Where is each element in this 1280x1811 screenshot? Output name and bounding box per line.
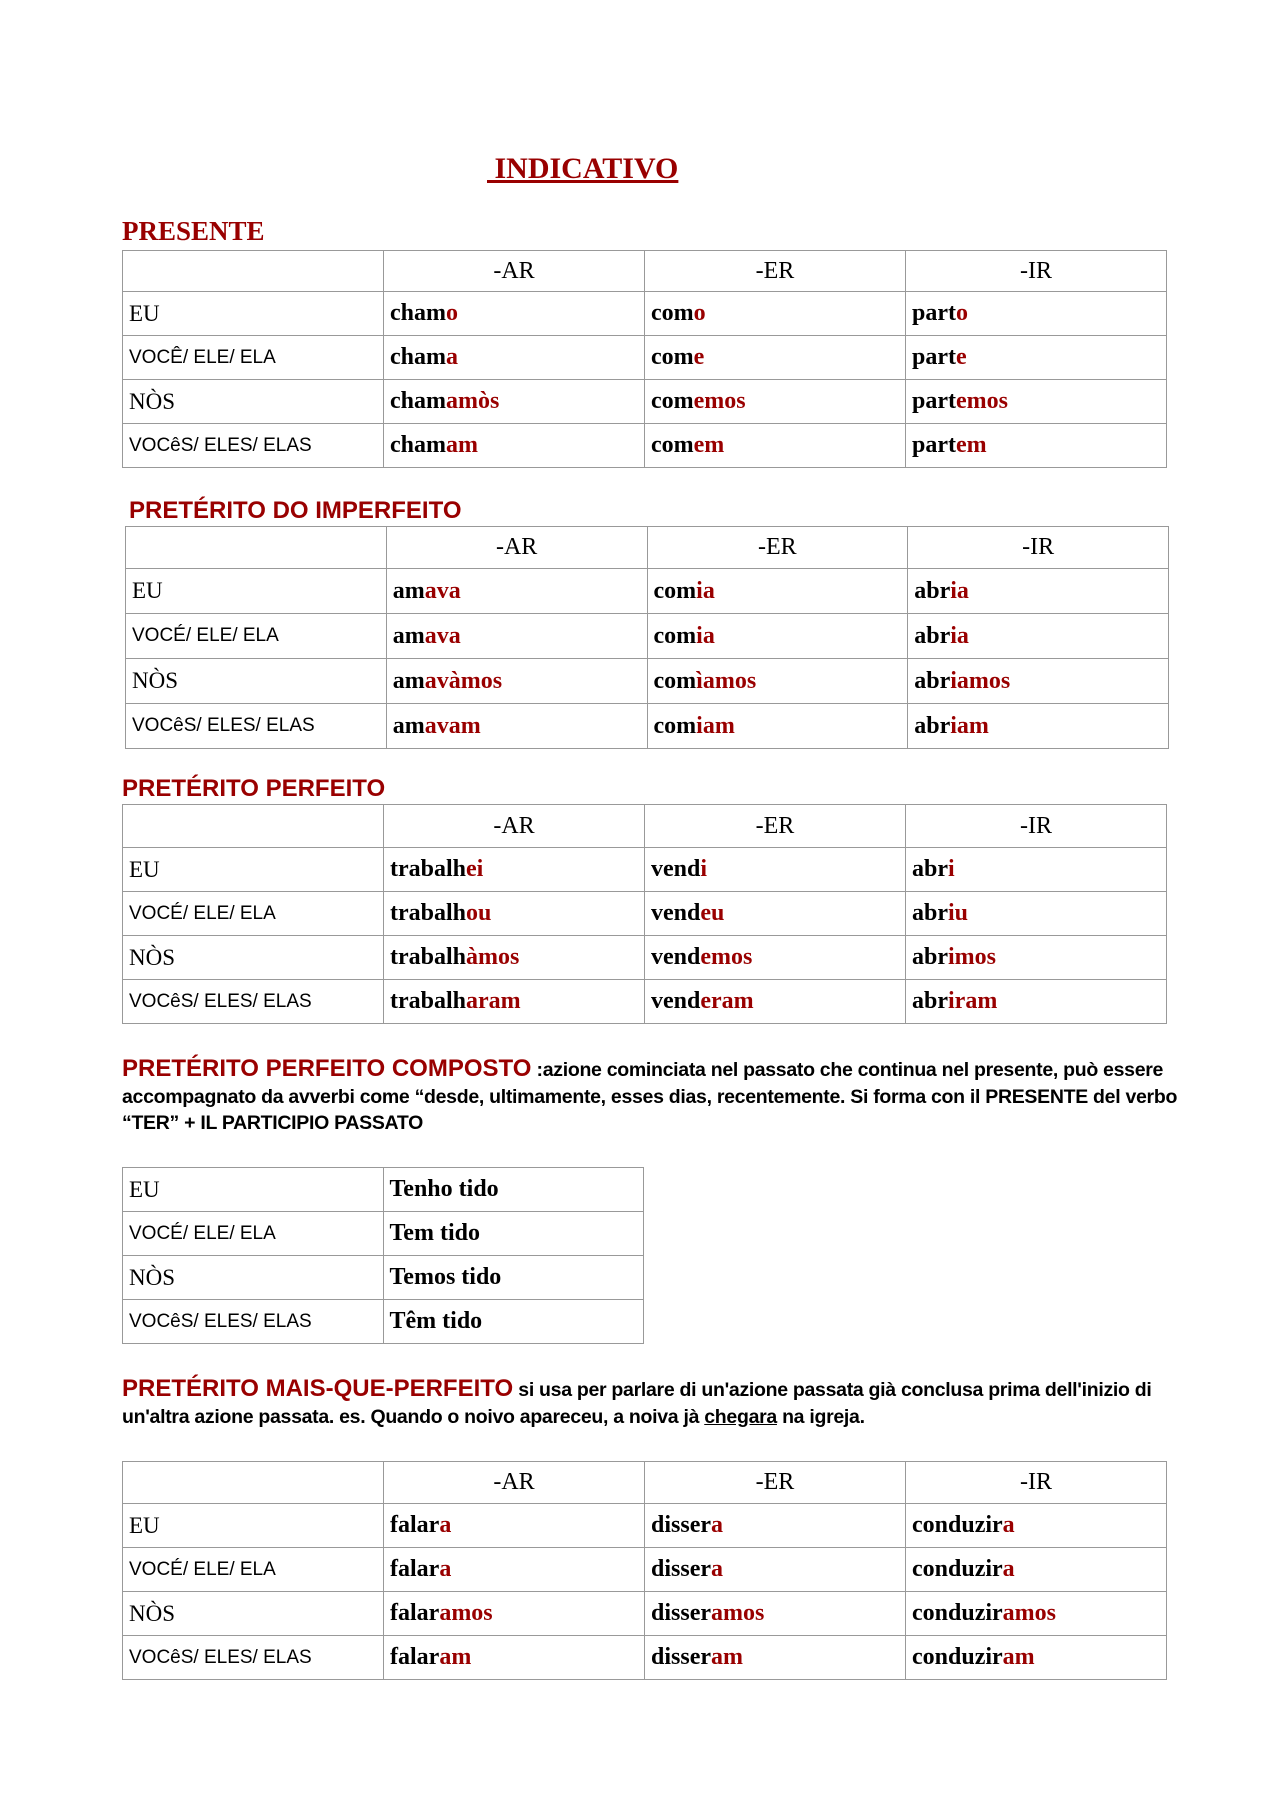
verb-stem: Tenho tido [389,1176,499,1202]
column-header: -IR [906,805,1167,848]
column-header: -AR [384,251,645,292]
pronoun-cell: VOCêS/ ELES/ ELAS [123,980,384,1024]
verb-cell [906,1504,1167,1548]
section-heading-imperfeito: PRETÉRITO DO IMPERFEITO [129,497,462,524]
verb-stem: am [392,667,425,694]
verb-stem: disser [651,1512,711,1538]
pronoun-cell: EU [126,569,387,614]
verb-stem: Tem tido [389,1220,480,1246]
verb-ending: eu [700,900,725,926]
verb-cell [384,936,645,980]
table-row [126,614,1169,659]
verb-cell [386,704,647,749]
table-row [123,1504,1167,1548]
maisque-description: si usa per parlare di un'azione passata già conclusa prima dell'inizio di un'altra azione passata. es. Quando o noivo apareceu, a noiva jà [122,1379,1152,1428]
verb-stem: conduzir [912,1556,1003,1582]
composto-paragraph [122,1056,1202,1137]
verb-cell [906,1592,1167,1636]
pronoun-cell: EU [123,292,384,336]
verb-ending: amòs [446,388,500,414]
verb-cell [908,659,1169,704]
verb-stem: Temos tido [389,1264,502,1290]
column-header [123,1462,384,1504]
underlined-example-verb: chegara [704,1405,777,1428]
verb-cell [384,424,645,468]
table-row [123,980,1167,1024]
verb-cell [906,892,1167,936]
verb-stem: part [912,344,956,370]
verb-ending: ia [950,622,969,649]
column-header: -ER [645,251,906,292]
verb-stem: disser [651,1556,711,1582]
verb-ending: o [956,300,968,326]
verb-ending: o [693,300,706,326]
table-row [123,1636,1167,1680]
verb-cell [386,614,647,659]
verb-stem: am [392,622,425,649]
verb-stem: falar [390,1512,440,1538]
verb-ending: avàmos [424,667,503,694]
table-row [123,1300,644,1344]
verb-cell [908,704,1169,749]
verb-stem: com [651,388,694,414]
verb-stem: com [651,432,694,458]
maisque-description-end: na igreja. [776,1405,865,1428]
verb-cell [645,892,906,936]
verb-ending: am [439,1644,472,1670]
table-row [123,1256,644,1300]
verb-cell [645,1636,906,1680]
pronoun-cell: EU [123,1504,384,1548]
imperfeito-table [125,526,1169,749]
verb-stem: part [912,388,956,414]
verb-cell [647,659,908,704]
table-row [126,569,1169,614]
maisque-paragraph [122,1376,1202,1430]
verb-cell [906,380,1167,424]
table-row [123,1212,644,1256]
pronoun-cell: VOCÉ/ ELE/ ELA [126,614,387,659]
page-title: INDICATIVO [487,152,679,185]
pronoun-cell: VOCÉ/ ELE/ ELA [123,892,384,936]
verb-stem: part [912,300,956,326]
column-header: -IR [908,527,1169,569]
verb-ending: iam [696,712,735,739]
verb-ending: amos [1002,1600,1057,1626]
verb-cell [384,1548,645,1592]
verb-stem: cham [390,432,446,458]
verb-ending: aram [466,988,521,1014]
verb-ending: emos [693,388,746,414]
section-heading-maisque: PRETÉRITO MAIS-QUE-PERFEITO [122,1375,514,1402]
verb-cell [383,1256,644,1300]
pronoun-cell: VOCÉ/ ELE/ ELA [123,1212,384,1256]
verb-stem: Têm tido [389,1308,483,1334]
verb-ending: i [700,856,708,882]
verb-stem: com [653,667,697,694]
verb-ending: a [439,1556,452,1582]
verb-stem: abr [914,667,951,694]
table-row [123,1168,644,1212]
verb-cell [906,980,1167,1024]
verb-cell [384,336,645,380]
verb-cell [386,659,647,704]
verb-ending: emos [700,944,753,970]
verb-cell [908,614,1169,659]
verb-stem: conduzir [912,1512,1003,1538]
verb-cell [645,848,906,892]
verb-stem: vend [651,900,701,926]
verb-cell [906,292,1167,336]
verb-cell [647,569,908,614]
verb-ending: a [711,1512,723,1538]
pronoun-cell: NÒS [123,380,384,424]
verb-cell [384,1636,645,1680]
verb-stem: trabalh [390,900,467,926]
section-heading-perfeito: PRETÉRITO PERFEITO [122,775,386,802]
verb-ending: àmos [466,944,520,970]
column-header: -AR [384,805,645,848]
verb-stem: vend [651,988,701,1014]
verb-cell [645,1592,906,1636]
table-row [123,1548,1167,1592]
verb-cell [645,1504,906,1548]
column-header: -IR [906,1462,1167,1504]
column-header: -IR [906,251,1167,292]
verb-ending: ìamos [696,667,757,694]
pronoun-cell: VOCêS/ ELES/ ELAS [126,704,387,749]
verb-ending: em [693,432,725,458]
verb-stem: abr [914,577,951,604]
verb-stem: abr [912,900,948,926]
verb-cell [645,292,906,336]
column-header: -ER [645,1462,906,1504]
verb-cell [384,980,645,1024]
pronoun-cell: VOCêS/ ELES/ ELAS [123,1636,384,1680]
verb-cell [384,1504,645,1548]
verb-ending: iamos [950,667,1011,694]
table-row [123,892,1167,936]
verb-stem: cham [390,300,446,326]
verb-ending: a [1002,1512,1015,1538]
verb-cell [645,336,906,380]
verb-ending: am [1002,1644,1035,1670]
verb-ending: ou [466,900,492,926]
verb-stem: am [392,577,425,604]
verb-cell [906,424,1167,468]
verb-ending: emos [956,388,1008,414]
verb-cell [383,1212,644,1256]
verb-ending: imos [948,944,996,970]
verb-ending: iam [950,712,989,739]
verb-ending: ia [950,577,969,604]
verb-ending: a [439,1512,452,1538]
header-row [123,251,1167,292]
verb-stem: cham [390,344,446,370]
verb-stem: disser [651,1600,711,1626]
verb-cell [906,336,1167,380]
header-row [126,527,1169,569]
table-row [123,336,1167,380]
verb-cell [384,892,645,936]
verb-cell [906,936,1167,980]
verb-ending: ia [696,622,715,649]
verb-cell [645,936,906,980]
table-row [123,1592,1167,1636]
verb-stem: abr [914,622,951,649]
verb-stem: com [651,300,694,326]
column-header [123,805,384,848]
column-header: -AR [384,1462,645,1504]
verb-stem: abr [912,856,948,882]
verb-stem: com [653,622,697,649]
column-header: -AR [386,527,647,569]
pronoun-cell: EU [123,848,384,892]
verb-ending: ava [424,577,461,604]
verb-ending: o [446,300,458,326]
table-row [123,292,1167,336]
presente-table [122,250,1167,468]
pronoun-cell: NÒS [123,936,384,980]
verb-ending: ei [466,856,484,882]
verb-stem: trabalh [390,988,467,1014]
table-row [123,848,1167,892]
verb-stem: com [653,712,697,739]
verb-ending: e [956,344,967,370]
composto-table [122,1167,644,1344]
verb-cell [906,1636,1167,1680]
verb-stem: com [653,577,697,604]
verb-cell [645,1548,906,1592]
verb-stem: abr [912,988,948,1014]
verb-cell [647,704,908,749]
verb-ending: a [1002,1556,1015,1582]
verb-stem: vend [651,856,701,882]
verb-ending: am [446,432,478,458]
verb-ending: amos [711,1600,765,1626]
verb-ending: iu [948,900,969,926]
verb-stem: falar [390,1600,440,1626]
verb-ending: em [956,432,987,458]
verb-stem: conduzir [912,1644,1003,1670]
verb-cell [906,848,1167,892]
table-row [123,424,1167,468]
header-row [123,1462,1167,1504]
verb-cell [906,1548,1167,1592]
pronoun-cell: EU [123,1168,384,1212]
maisque-table [122,1461,1167,1680]
verb-cell [384,292,645,336]
table-row [126,659,1169,704]
perfeito-table [122,804,1167,1024]
pronoun-cell: VOCÉ/ ELE/ ELA [123,1548,384,1592]
verb-ending: a [446,344,458,370]
table-row [123,936,1167,980]
verb-cell [383,1300,644,1344]
verb-ending: e [693,344,705,370]
verb-ending: a [711,1556,723,1582]
pronoun-cell: VOCêS/ ELES/ ELAS [123,424,384,468]
column-header [123,251,384,292]
verb-ending: eram [700,988,754,1014]
verb-stem: abr [914,712,951,739]
verb-cell [384,380,645,424]
table-row [126,704,1169,749]
verb-stem: cham [390,388,446,414]
pronoun-cell: VOCêS/ ELES/ ELAS [123,1300,384,1344]
verb-ending: ia [696,577,715,604]
verb-cell [384,1592,645,1636]
header-row [123,805,1167,848]
section-heading-presente: PRESENTE [122,216,265,246]
composto-description: :azione cominciata nel passato che continua nel presente, può essere accompagnato da avverbi come “desde, ultimamente, esses dias, recentemente. Si forma con il PRESENTE del verbo “TER” + IL PARTICIPIO PASSATO [122,1059,1178,1134]
verb-ending: iram [948,988,998,1014]
pronoun-cell: NÒS [123,1256,384,1300]
verb-cell [908,569,1169,614]
verb-cell [384,848,645,892]
verb-stem: am [392,712,425,739]
column-header: -ER [645,805,906,848]
verb-cell [383,1168,644,1212]
verb-stem: trabalh [390,856,467,882]
verb-stem: falar [390,1556,440,1582]
verb-cell [645,980,906,1024]
verb-ending: amos [439,1600,493,1626]
verb-stem: part [912,432,956,458]
column-header: -ER [647,527,908,569]
verb-stem: abr [912,944,948,970]
verb-ending: ava [424,622,461,649]
verb-cell [647,614,908,659]
verb-stem: falar [390,1644,440,1670]
verb-ending: i [948,856,955,882]
verb-cell [386,569,647,614]
verb-stem: vend [651,944,701,970]
verb-stem: com [651,344,694,370]
verb-stem: conduzir [912,1600,1003,1626]
pronoun-cell: VOCÊ/ ELE/ ELA [123,336,384,380]
table-row [123,380,1167,424]
verb-cell [645,380,906,424]
pronoun-cell: NÒS [123,1592,384,1636]
verb-stem: trabalh [390,944,467,970]
section-heading-composto: PRETÉRITO PERFEITO COMPOSTO [122,1055,532,1082]
verb-ending: avam [424,712,481,739]
verb-stem: disser [651,1644,711,1670]
column-header [126,527,387,569]
verb-ending: am [711,1644,743,1670]
pronoun-cell: NÒS [126,659,387,704]
verb-cell [645,424,906,468]
